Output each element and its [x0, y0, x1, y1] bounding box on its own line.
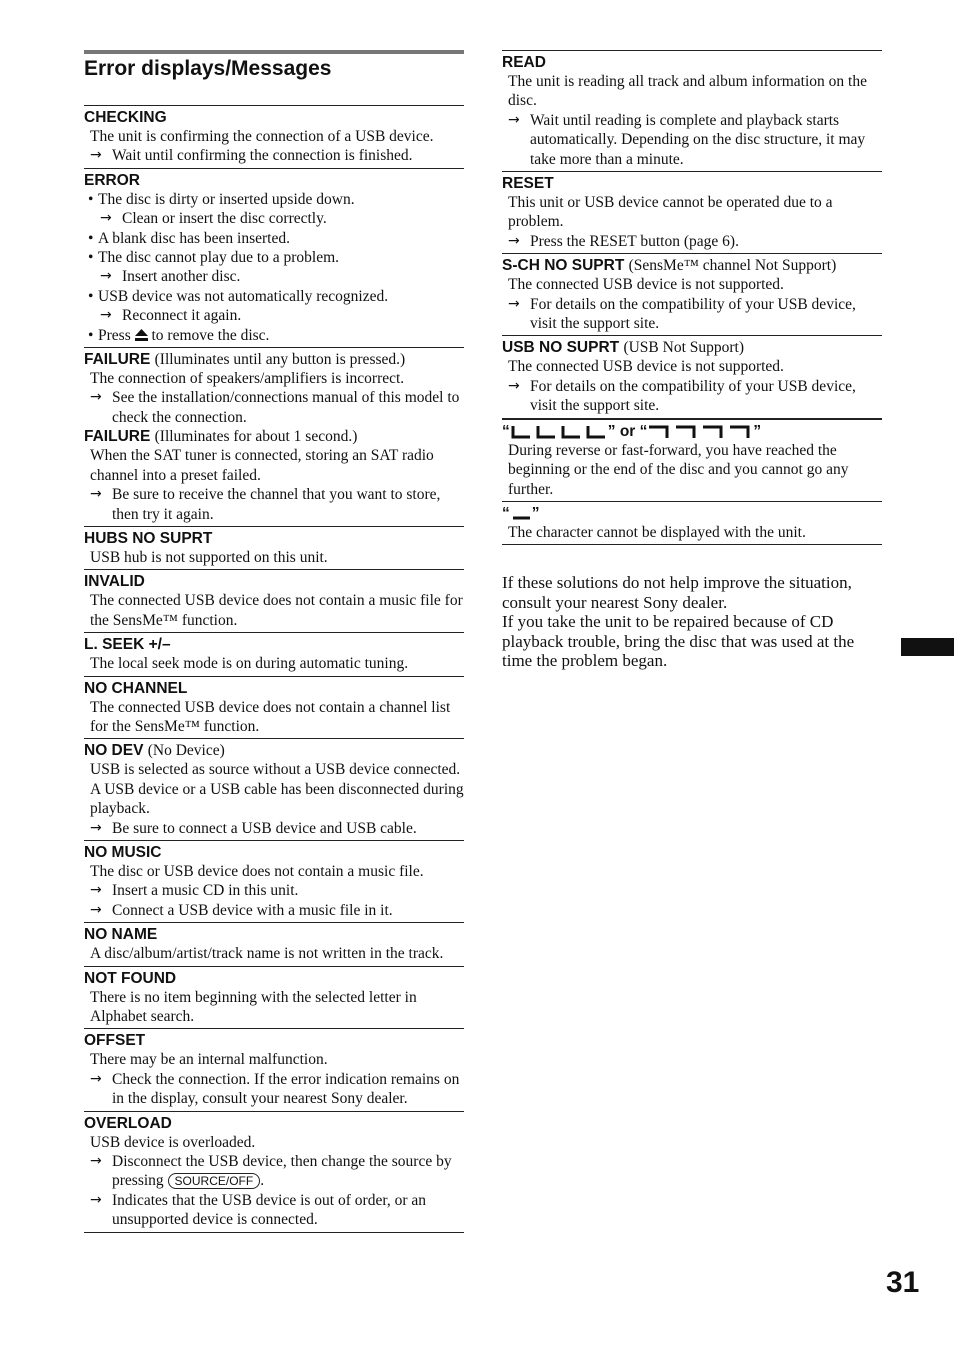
- entry-action: → Insert a music CD in this unit.: [90, 881, 464, 900]
- entry-term-line: [502, 256, 882, 275]
- entry-failure: [84, 347, 464, 526]
- entry-underscore: [502, 501, 882, 545]
- error-bullet: • The disc cannot play due to a problem.: [88, 248, 464, 267]
- action-text: Disconnect the USB device, then change the source by pressing: [112, 1153, 452, 1190]
- section-tab-marker: [901, 638, 954, 656]
- entry-action: → Check the connection. If the error indication remains on in the display, consult your nearest Sony dealer.: [90, 1070, 464, 1109]
- entry-action: → See the installation/connections manual of this model to check the connection.: [90, 388, 464, 427]
- action-end: .: [260, 1172, 265, 1190]
- error-bullet: [88, 326, 464, 345]
- entry-term: NOT FOUND: [84, 969, 177, 987]
- entry-text: USB is selected as source without a USB device connected. A USB device or a USB cable has been disconnected during playback.: [90, 761, 464, 818]
- entry-text: There may be an internal malfunction.: [90, 1051, 328, 1069]
- press-text: Press: [98, 326, 131, 344]
- entry-term: S-CH NO SUPRT: [502, 257, 625, 275]
- entry-overload: [84, 1111, 464, 1233]
- entry-term: FAILURE: [84, 428, 151, 446]
- entry-no-name: [84, 922, 464, 965]
- entry-action: → Be sure to connect a USB device and USB cable.: [90, 819, 464, 838]
- error-bullet: • The disc is dirty or inserted upside down.: [88, 190, 464, 209]
- entry-text: The connected USB device does not contain a channel list for the SensMe™ function.: [90, 698, 451, 735]
- begin-of-disc-glyph: [510, 425, 608, 439]
- eject-icon: [135, 329, 148, 341]
- open-quote: “: [502, 504, 510, 522]
- entry-text: The character cannot be displayed with the unit.: [508, 523, 806, 541]
- error-action: → Insert another disc.: [88, 267, 464, 286]
- right-column: [502, 50, 882, 671]
- entry-no-dev: [84, 738, 464, 840]
- entry-term-line: [502, 422, 882, 441]
- entry-action: → Connect a USB device with a music file in it.: [90, 901, 464, 920]
- closing-notes: [502, 573, 882, 671]
- entry-invalid: [84, 569, 464, 632]
- entry-text: The connected USB device is not supported.: [508, 358, 784, 376]
- end-of-disc-glyph: [647, 425, 753, 439]
- closing-paragraph: If you take the unit to be repaired because of CD playback trouble, bring the disc that was used at the time the problem began.: [502, 612, 855, 671]
- entry-term-note: (SensMe™ channel Not Support): [628, 257, 837, 275]
- left-column: [84, 105, 464, 1233]
- entry-term-note: (Illuminates until any button is pressed.): [154, 351, 406, 369]
- entry-term: OVERLOAD: [84, 1114, 172, 1132]
- entry-l-seek: [84, 632, 464, 675]
- entry-term: INVALID: [84, 573, 145, 591]
- entry-text: USB device is overloaded.: [90, 1133, 256, 1151]
- entry-text: There is no item beginning with the selected letter in Alphabet search.: [90, 988, 417, 1025]
- entry-term: FAILURE: [84, 351, 151, 369]
- error-bullet: • A blank disc has been inserted.: [88, 229, 464, 248]
- entry-term: NO NAME: [84, 926, 158, 944]
- entry-checking: [84, 105, 464, 168]
- entry-action: → For details on the compatibility of your USB device, visit the support site.: [508, 295, 882, 334]
- source-off-key: SOURCE/OFF: [168, 1173, 261, 1189]
- entry-action: [90, 1152, 464, 1191]
- entry-term: NO DEV: [84, 742, 144, 760]
- error-bullet: • USB device was not automatically recognized.: [88, 287, 464, 306]
- entry-term: ERROR: [84, 171, 140, 189]
- entry-term: OFFSET: [84, 1032, 146, 1050]
- entry-text: The connection of speakers/amplifiers is incorrect.: [90, 370, 405, 388]
- entry-hubs-no-suprt: [84, 526, 464, 569]
- entry-text: This unit or USB device cannot be operated due to a problem.: [508, 194, 833, 231]
- entry-term: USB NO SUPRT: [502, 339, 620, 357]
- entry-action: → Indicates that the USB device is out of order, or an unsupported device is connected.: [90, 1191, 464, 1230]
- entry-text: The unit is confirming the connection of a USB device.: [90, 128, 434, 145]
- entry-term: NO MUSIC: [84, 843, 162, 861]
- entry-text: USB hub is not supported on this unit.: [90, 548, 328, 566]
- entry-usb-no-suprt: [502, 335, 882, 417]
- underscore-glyph: [510, 507, 532, 521]
- entry-term-note: (No Device): [147, 742, 225, 760]
- entry-term-line: [84, 741, 464, 760]
- entry-term-line: [502, 338, 882, 357]
- entry-action: → Be sure to receive the channel that you want to store, then try it again.: [90, 485, 464, 524]
- entry-action: → Press the RESET button (page 6).: [508, 232, 882, 251]
- entry-term: RESET: [502, 175, 554, 193]
- entry-s-ch-no-suprt: [502, 253, 882, 335]
- entry-term: CHECKING: [84, 109, 167, 126]
- error-action: → Clean or insert the disc correctly.: [88, 209, 464, 228]
- entry-no-channel: [84, 676, 464, 739]
- entry-not-found: [84, 966, 464, 1029]
- entry-text: The unit is reading all track and album information on the disc.: [508, 73, 867, 110]
- entry-term-note: (USB Not Support): [623, 339, 745, 357]
- entry-text: A disc/album/artist/track name is not written in the track.: [90, 945, 444, 963]
- open-quote: “: [639, 422, 648, 440]
- entry-term: READ: [502, 54, 546, 71]
- entry-reset: [502, 171, 882, 253]
- entry-text: When the SAT tuner is connected, storing an SAT radio channel into a preset failed.: [90, 447, 434, 484]
- entry-no-music: [84, 840, 464, 922]
- close-quote: ”: [753, 422, 762, 440]
- entry-text: The connected USB device is not supported.: [508, 276, 784, 294]
- entry-error: [84, 168, 464, 347]
- entry-action: → Wait until reading is complete and playback starts automatically. Depending on the disc structure, it may take more than a minute.: [508, 111, 882, 169]
- entry-term-note: (Illuminates for about 1 second.): [154, 428, 358, 446]
- or-text: or: [619, 422, 636, 440]
- entry-read: [502, 50, 882, 171]
- entry-scan-limit: [502, 418, 882, 501]
- entry-action: → Wait until confirming the connection is finished.: [90, 146, 464, 165]
- title-rule: [84, 50, 464, 54]
- entry-action: → For details on the compatibility of your USB device, visit the support site.: [508, 377, 882, 416]
- entry-term-line: [84, 350, 464, 369]
- entry-text: The connected USB device does not contain a music file for the SensMe™ function.: [90, 592, 463, 629]
- entry-text: The disc or USB device does not contain a music file.: [90, 862, 424, 880]
- open-quote: “: [502, 422, 510, 440]
- entry-term: HUBS NO SUPRT: [84, 529, 213, 547]
- entry-term-line: [502, 504, 882, 523]
- entry-text: The local seek mode is on during automatic tuning.: [90, 655, 409, 673]
- entry-term: L. SEEK +/–: [84, 636, 171, 654]
- close-quote: ”: [607, 422, 616, 440]
- remove-disc-text: to remove the disc.: [151, 326, 270, 344]
- entry-text: During reverse or fast-forward, you have reached the beginning or the end of the disc and you cannot go any further.: [508, 441, 849, 498]
- page-title: Error displays/Messages: [84, 57, 332, 80]
- entry-offset: [84, 1028, 464, 1110]
- closing-paragraph: If these solutions do not help improve the situation, consult your nearest Sony dealer.: [502, 573, 852, 612]
- error-action: → Reconnect it again.: [88, 306, 464, 325]
- page-number: 31: [886, 1266, 920, 1299]
- entry-term-line: [84, 427, 464, 446]
- entry-term: NO CHANNEL: [84, 679, 188, 697]
- close-quote: ”: [531, 504, 540, 522]
